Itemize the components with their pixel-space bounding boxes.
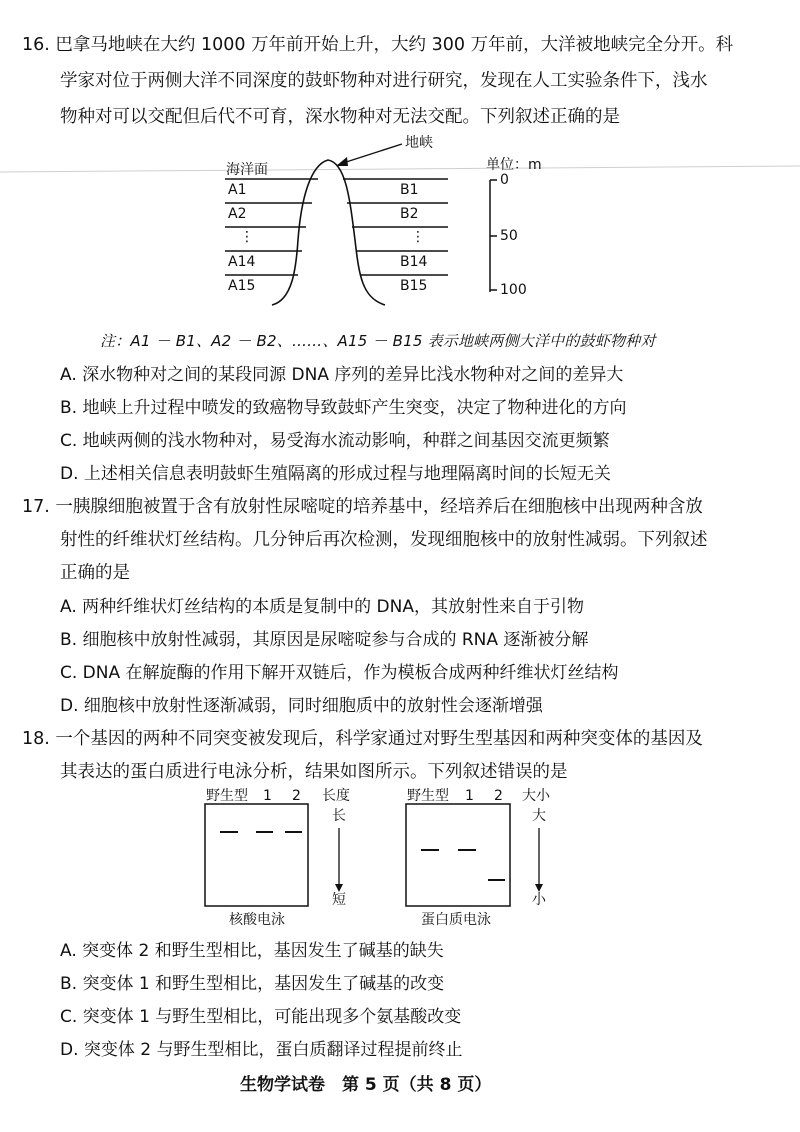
nucleic-lane-1: 1 [263,788,272,804]
nucleic-axis-top: 长 [332,808,346,824]
down-arrow-icon [535,884,543,892]
protein-gel-caption: 蛋白质电泳 [421,912,491,928]
q17-option-d: D. 细胞核中放射性逐渐减弱，同时细胞质中的放射性会逐渐增强 [60,696,543,716]
q17-line-2: 射性的纤维状灯丝结构。几分钟后再次检测，发现细胞核中的放射性减弱。下列叙述 [60,530,708,550]
label-a-ellipsis: ⋮ [240,229,254,245]
q17-option-a: A. 两种纤维状灯丝结构的本质是复制中的 DNA，其放射性来自于引物 [60,597,584,617]
nucleic-axis-title: 长度 [322,788,350,804]
isthmus-shape [272,160,385,305]
q16-option-d: D. 上述相关信息表明鼓虾生殖隔离的形成过程与地理隔离时间的长短无关 [60,464,611,484]
q16-line-2: 学家对位于两侧大洋不同深度的鼓虾物种对进行研究，发现在人工实验条件下，浅水 [60,71,708,91]
q18-option-d: D. 突变体 2 与野生型相比，蛋白质翻译过程提前终止 [60,1040,463,1060]
q16-option-b: B. 地峡上升过程中喷发的致癌物导致鼓虾产生突变，决定了物种进化的方向 [60,398,627,418]
q18-line-1: 18. 一个基因的两种不同突变被发现后，科学家通过对野生型基因和两种突变体的基因及 [22,729,703,749]
scale-tick-50: 50 [500,228,518,244]
label-a2: A2 [228,206,247,222]
q18-option-a: A. 突变体 2 和野生型相比，基因发生了碱基的缺失 [60,941,444,961]
protein-axis-top: 大 [532,808,546,824]
nucleic-axis-bottom: 短 [332,892,346,908]
nucleic-gel-box [205,804,308,906]
isthmus-arrow [340,144,402,164]
q18-option-c: C. 突变体 1 与野生型相比，可能出现多个氨基酸改变 [60,1007,462,1027]
q16-line-3: 物种对可以交配但后代不可育，深水物种对无法交配。下列叙述正确的是 [60,107,620,127]
label-a15: A15 [228,278,256,294]
protein-axis-bottom: 小 [532,892,546,908]
q17-option-b: B. 细胞核中放射性减弱，其原因是尿嘧啶参与合成的 RNA 逐渐被分解 [60,630,589,650]
q16-figure-note: 注：A1 － B1、A2 － B2、……、A15 － B15 表示地峡两侧大洋中的鼓虾物种对 [100,332,656,350]
protein-gel-box [406,804,510,906]
arrow-head-icon [336,157,348,166]
protein-lane-wildtype: 野生型 [407,788,449,804]
q18-line-2: 其表达的蛋白质进行电泳分析，结果如图所示。下列叙述错误的是 [60,762,568,782]
sea-surface-label: 海洋面 [226,162,268,178]
nucleic-lane-wildtype: 野生型 [206,788,248,804]
isthmus-figure [0,130,800,330]
down-arrow-icon [335,884,343,892]
label-b15: B15 [400,278,428,294]
scale-tick-0: 0 [500,172,509,188]
label-b1: B1 [400,182,419,198]
q16-option-a: A. 深水物种对之间的某段同源 DNA 序列的差异比浅水物种对之间的差异大 [60,365,624,385]
label-b2: B2 [400,206,419,222]
q16-line-1: 16. 巴拿马地峡在大约 1000 万年前开始上升，大约 300 万年前，大洋被地峡完全分开。科 [22,35,734,55]
protein-lane-2: 2 [494,788,503,804]
right-depth-lines [343,179,448,275]
label-a14: A14 [228,254,256,270]
q17-option-c: C. DNA 在解旋酶的作用下解开双链后，作为模板合成两种纤维状灯丝结构 [60,663,619,683]
protein-axis-title: 大小 [522,788,550,804]
fold-line [0,166,800,172]
q18-option-b: B. 突变体 1 和野生型相比，基因发生了碱基的改变 [60,974,445,994]
q17-line-1: 17. 一胰腺细胞被置于含有放射性尿嘧啶的培养基中，经培养后在细胞核中出现两种含放 [22,497,703,517]
isthmus-label: 地峡 [405,135,433,151]
protein-lane-1: 1 [465,788,474,804]
q17-line-3: 正确的是 [60,563,130,583]
nucleic-gel-caption: 核酸电泳 [229,912,285,928]
page-footer: 生物学试卷 第 5 页（共 8 页） [240,1075,492,1095]
unit-label: 单位：m [486,157,542,173]
nucleic-lane-2: 2 [292,788,301,804]
label-a1: A1 [228,182,247,198]
label-b-ellipsis: ⋮ [411,229,425,245]
q16-option-c: C. 地峡两侧的浅水物种对，易受海水流动影响，种群之间基因交流更频繁 [60,431,610,451]
label-b14: B14 [400,254,428,270]
gel-figures [0,780,800,920]
scale-tick-100: 100 [500,282,527,298]
